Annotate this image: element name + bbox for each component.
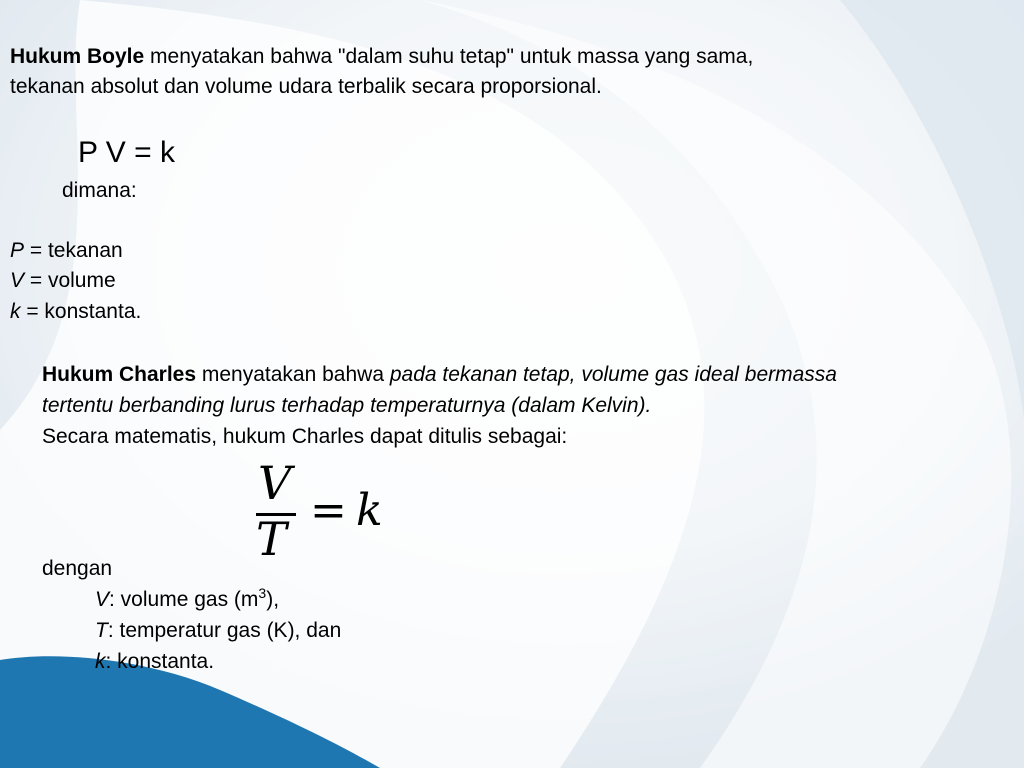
def-superscript: 3 — [258, 585, 267, 601]
def-symbol: V — [10, 269, 25, 292]
def-symbol: k — [10, 300, 21, 323]
charles-line1-italic: pada tekanan tetap, volume gas ideal bermassa — [389, 363, 837, 386]
charles-title: Hukum Charles — [42, 363, 197, 386]
boyle-paragraph-line1 — [10, 41, 753, 72]
formula-numerator: V — [258, 456, 292, 510]
def-symbol: V — [95, 588, 110, 611]
charles-formula — [252, 458, 392, 568]
charles-paragraph-line3: Secara matematis, hukum Charles dapat ditulis sebagai: — [42, 425, 568, 448]
def-symbol: T — [95, 619, 108, 642]
charles-dengan-label: dengan — [42, 557, 113, 580]
boyle-where-label: dimana: — [62, 179, 137, 202]
boyle-def-v — [10, 265, 116, 296]
def-text-after: ), — [266, 588, 280, 611]
charles-def-k — [95, 646, 214, 677]
boyle-line1-text: menyatakan bahwa "dalam suhu tetap" untuk massa yang sama, — [144, 45, 754, 68]
def-symbol: k — [95, 650, 106, 673]
charles-def-v — [95, 584, 279, 615]
formula-equals: = — [310, 485, 347, 536]
charles-paragraph-line2: tertentu berbanding lurus terhadap temperaturnya (dalam Kelvin). — [42, 394, 652, 417]
def-symbol: P — [10, 239, 25, 262]
charles-def-t — [95, 615, 341, 646]
boyle-def-p — [10, 235, 123, 266]
formula-denominator: T — [256, 512, 287, 566]
charles-paragraph-line1 — [42, 359, 837, 390]
boyle-formula: P V = k — [78, 136, 176, 169]
boyle-title: Hukum Boyle — [10, 45, 145, 68]
formula-rhs: k — [356, 485, 383, 536]
boyle-paragraph-line2: tekanan absolut dan volume udara terbalik secara proporsional. — [10, 75, 602, 98]
def-text: = tekanan — [24, 239, 123, 262]
charles-line1-text: menyatakan bahwa — [196, 363, 390, 386]
def-text: = konstanta. — [20, 300, 142, 323]
def-text: : volume gas (m — [109, 588, 259, 611]
boyle-def-k — [10, 296, 141, 327]
def-text: = volume — [24, 269, 116, 292]
def-text: : temperatur gas (K), dan — [107, 619, 342, 642]
def-text: : konstanta. — [105, 650, 215, 673]
